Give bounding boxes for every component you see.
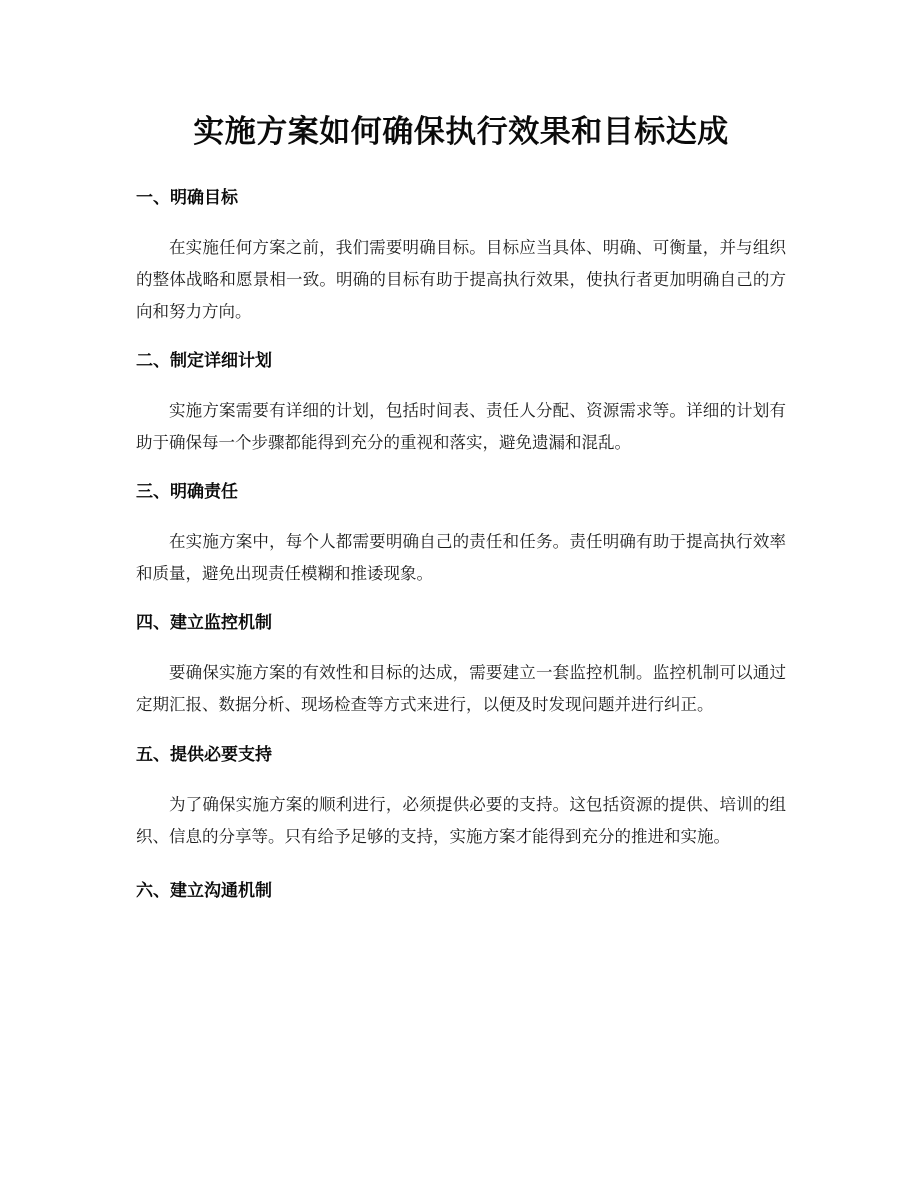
section-paragraph: 在实施任何方案之前，我们需要明确目标。目标应当具体、明确、可衡量，并与组织的整体战略和愿景相一致。明确的目标有助于提高执行效果，使执行者更加明确自己的方向和努力方向。 [136,238,786,321]
section-heading: 四、建立监控机制 [136,613,272,633]
section-paragraph: 在实施方案中，每个人都需要明确自己的责任和任务。责任明确有助于提高执行效率和质量，避免出现责任模糊和推诿现象。 [136,532,786,583]
section-communication-mechanism [136,879,786,903]
section-paragraph: 要确保实施方案的有效性和目标的达成，需要建立一套监控机制。监控机制可以通过定期汇报、数据分析、现场检查等方式来进行，以便及时发现问题并进行纠正。 [136,663,786,714]
section-clarify-goals [136,186,786,328]
section-monitoring-mechanism [136,611,786,721]
section-heading: 二、制定详细计划 [136,351,272,371]
section-detailed-plan [136,349,786,459]
section-heading: 五、提供必要支持 [136,745,272,765]
section-heading: 三、明确责任 [136,482,238,502]
section-heading: 一、明确目标 [136,188,238,208]
section-heading: 六、建立沟通机制 [136,881,272,901]
section-necessary-support [136,743,786,853]
document-title: 实施方案如何确保执行效果和目标达成 [193,114,729,150]
section-paragraph: 实施方案需要有详细的计划，包括时间表、责任人分配、资源需求等。详细的计划有助于确保每一个步骤都能得到充分的重视和落实，避免遗漏和混乱。 [136,401,786,452]
section-clarify-responsibility [136,480,786,590]
section-paragraph: 为了确保实施方案的顺利进行，必须提供必要的支持。这包括资源的提供、培训的组织、信息的分享等。只有给予足够的支持，实施方案才能得到充分的推进和实施。 [136,795,786,846]
